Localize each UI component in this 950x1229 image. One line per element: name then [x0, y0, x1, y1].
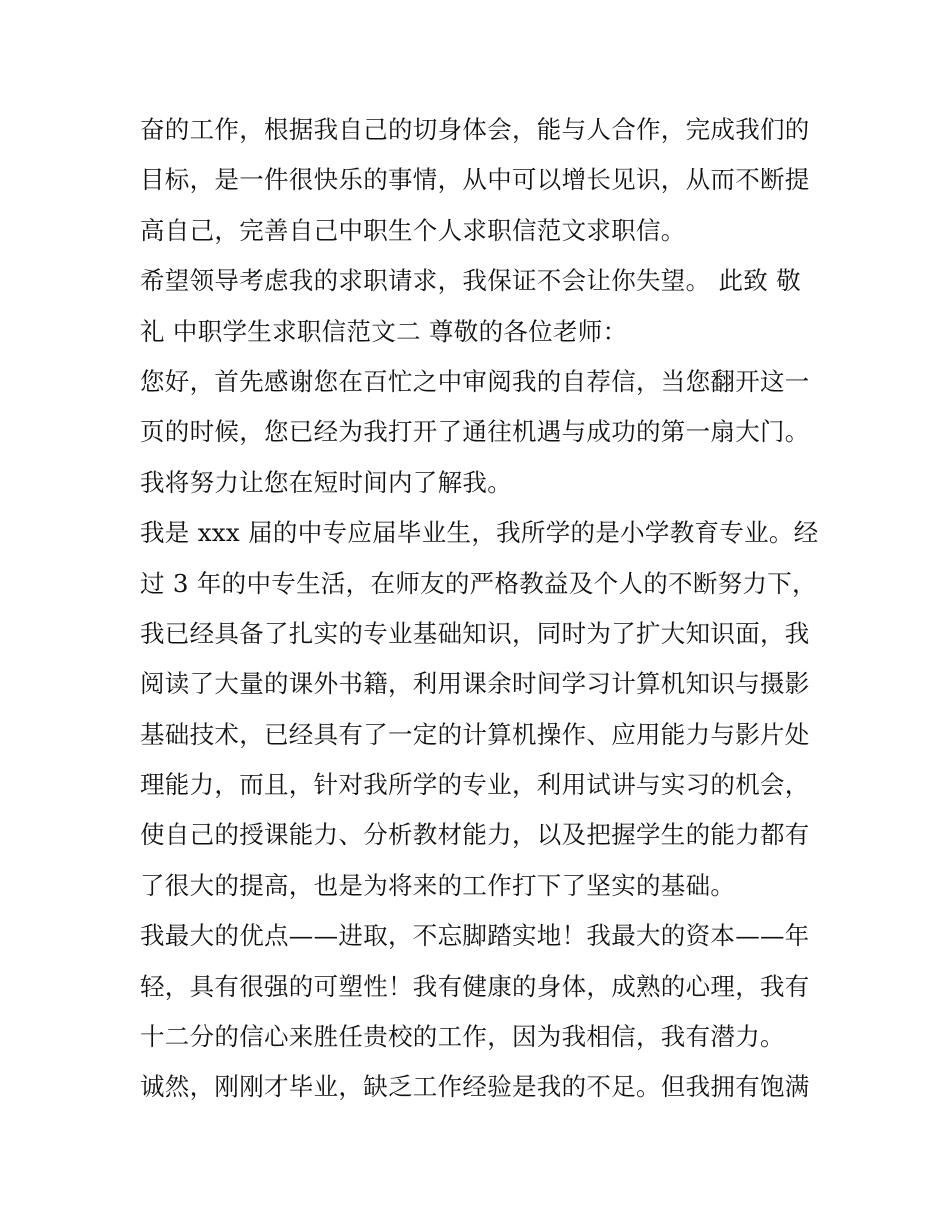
text-line: 轻，具有很强的可塑性！我有健康的身体，成熟的心理，我有	[140, 971, 810, 1001]
text-line: 奋的工作，根据我自己的切身体会，能与人合作，完成我们的	[140, 115, 810, 144]
text-line: 礼 中职学生求职信范文二 尊敬的各位老师：	[140, 316, 628, 346]
text-line: 目标，是一件很快乐的事情，从中可以增长见识，从而不断提	[140, 165, 810, 195]
text-line: 高自己，完善自己中职生个人求职信范文求职信。	[140, 215, 686, 245]
text-line: 我已经具备了扎实的专业基础知识，同时为了扩大知识面，我	[140, 618, 810, 648]
text-line: 使自己的授课能力、分析教材能力，以及把握学生的能力都有	[140, 820, 810, 850]
text-line: 我是 xxx 届的中专应届毕业生，我所学的是小学教育专业。经	[140, 518, 819, 548]
text-line: 理能力，而且，针对我所学的专业，利用试讲与实习的机会，	[140, 770, 810, 800]
text-line: 我将努力让您在短时间内了解我。	[140, 467, 512, 497]
text-line: 您好，首先感谢您在百忙之中审阅我的自荐信，当您翻开这一	[140, 366, 810, 396]
text-line: 过 3 年的中专生活，在师友的严格教益及个人的不断努力下，	[140, 568, 817, 598]
text-line: 阅读了大量的课外书籍，利用课余时间学习计算机知识与摄影	[140, 669, 810, 699]
text-line: 希望领导考虑我的求职请求，我保证不会让你失望。 此致 敬	[140, 266, 801, 296]
text-line: 我最大的优点——进取，不忘脚踏实地！我最大的资本——年	[140, 921, 810, 951]
text-line: 十二分的信心来胜任贵校的工作，因为我相信，我有潜力。	[140, 1022, 785, 1052]
text-line: 基础技术，已经具有了一定的计算机操作、应用能力与影片处	[140, 719, 810, 749]
text-line: 页的时候，您已经为我打开了通往机遇与成功的第一扇大门。	[140, 417, 810, 447]
letter-body	[140, 105, 820, 1113]
text-line: 了很大的提高，也是为将来的工作打下了坚实的基础。	[140, 870, 736, 900]
text-line: 诚然，刚刚才毕业，缺乏工作经验是我的不足。但我拥有饱满	[140, 1072, 810, 1102]
